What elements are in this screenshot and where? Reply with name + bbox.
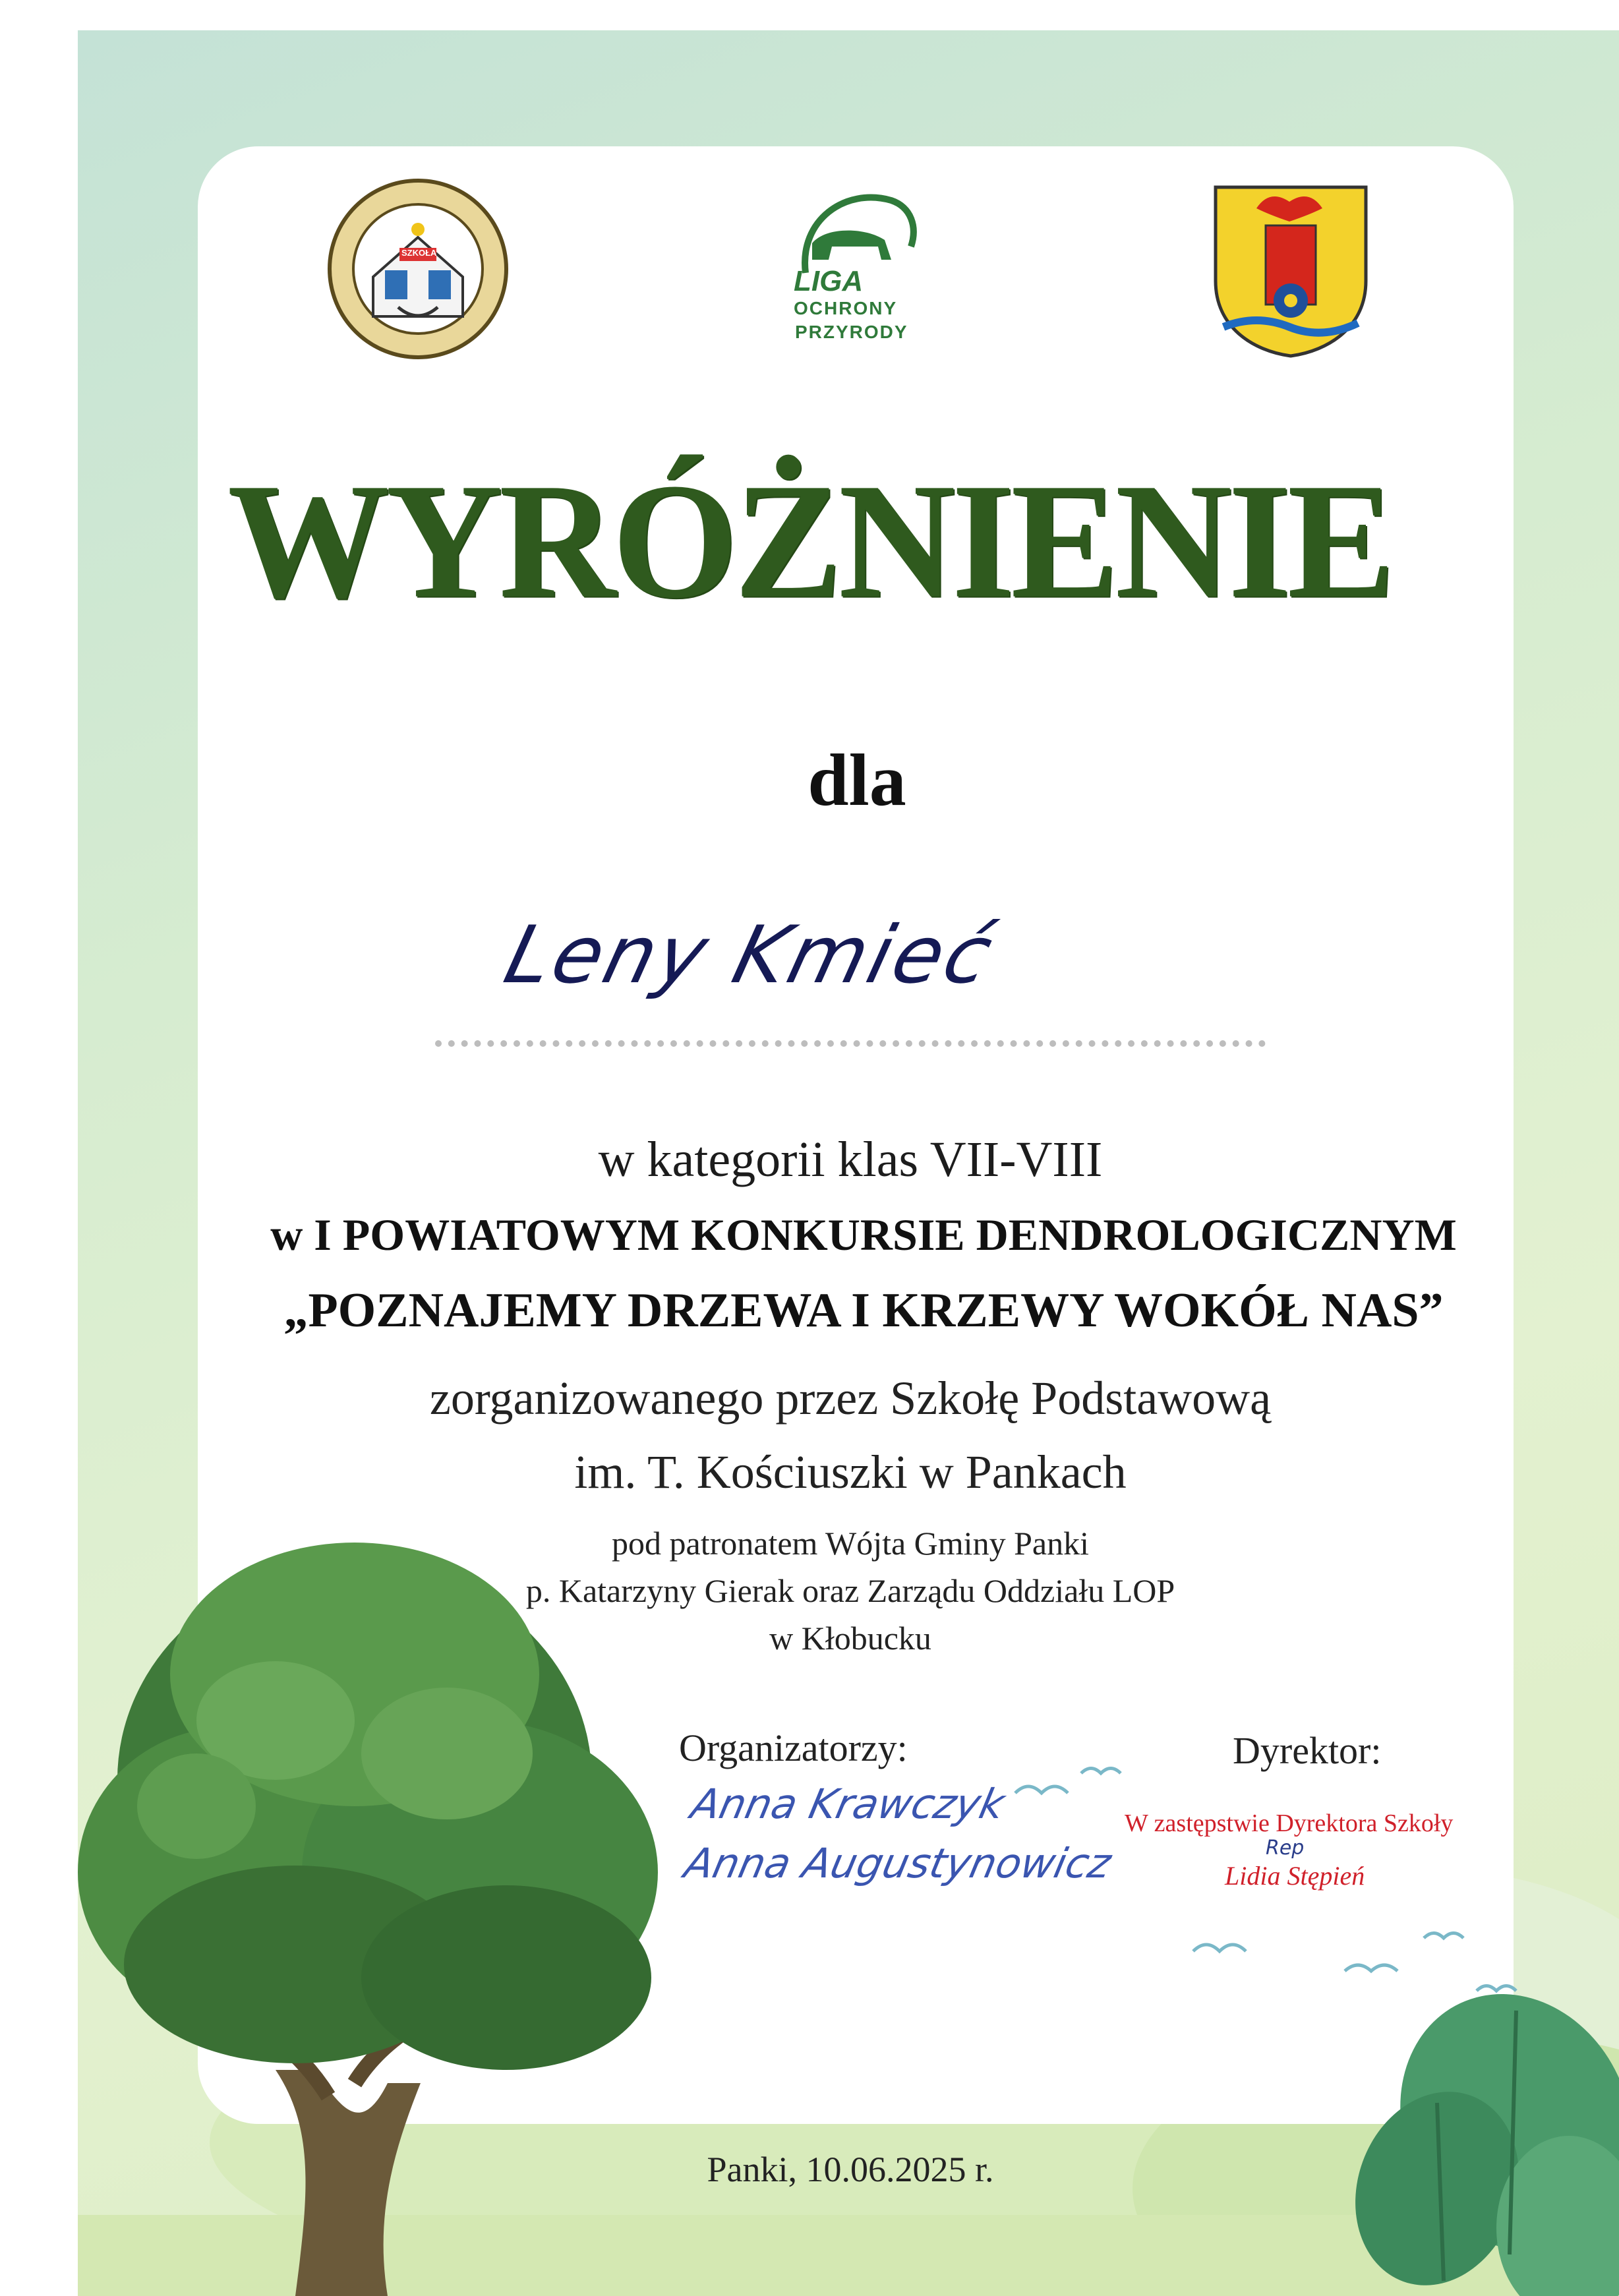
patronage-line1: pod patronatem Wójta Gminy Panki bbox=[612, 1525, 1089, 1562]
organizer-signature-1: Anna Krawczyk bbox=[687, 1780, 1009, 1828]
school-logo bbox=[327, 178, 509, 360]
lop-logo-line2: OCHRONY bbox=[794, 298, 898, 318]
contest-name-line2: „POZNAJEMY DRZEWA I KRZEWY WOKÓŁ NAS” bbox=[283, 1283, 1444, 1338]
for-label: dla bbox=[808, 740, 906, 821]
organizer-line1: zorganizowanego przez Szkołę Podstawową bbox=[429, 1372, 1272, 1425]
recipient-name: Leny Kmieć bbox=[496, 910, 1003, 1001]
patronage-line2: p. Katarzyny Gierak oraz Zarządu Oddziału LOP bbox=[525, 1572, 1175, 1609]
contest-name-line1: w I POWIATOWYM KONKURSIE DENDROLOGICZNYM bbox=[270, 1210, 1457, 1260]
school-logo-sign: SZKOŁA bbox=[401, 248, 437, 258]
certificate-title: WYRÓŻNIENIE bbox=[227, 450, 1392, 633]
category-line: w kategorii klas VII-VIII bbox=[598, 1132, 1103, 1187]
organizer-signature-2: Anna Augustynowicz bbox=[680, 1839, 1115, 1887]
patronage-line3: w Kłobucku bbox=[769, 1620, 931, 1657]
organizers-label: Organizatorzy: bbox=[679, 1726, 908, 1769]
director-label: Dyrektor: bbox=[1233, 1729, 1382, 1772]
director-initial: Rep bbox=[1266, 1837, 1305, 1860]
director-stamp: W zastępstwie Dyrektora Szkoły bbox=[1125, 1810, 1454, 1837]
organizer-line2: im. T. Kościuszki w Pankach bbox=[574, 1446, 1127, 1498]
lop-logo-line1: LIGA bbox=[794, 265, 864, 297]
recipient-dotted-line bbox=[435, 1040, 1266, 1047]
coat-of-arms-logo bbox=[1210, 182, 1371, 359]
lop-logo-line3: PRZYRODY bbox=[795, 322, 908, 342]
place-date: Panki, 10.06.2025 r. bbox=[707, 2150, 994, 2189]
director-name: Lidia Stępień bbox=[1225, 1861, 1365, 1891]
birds-illustration bbox=[1002, 1753, 1529, 2030]
